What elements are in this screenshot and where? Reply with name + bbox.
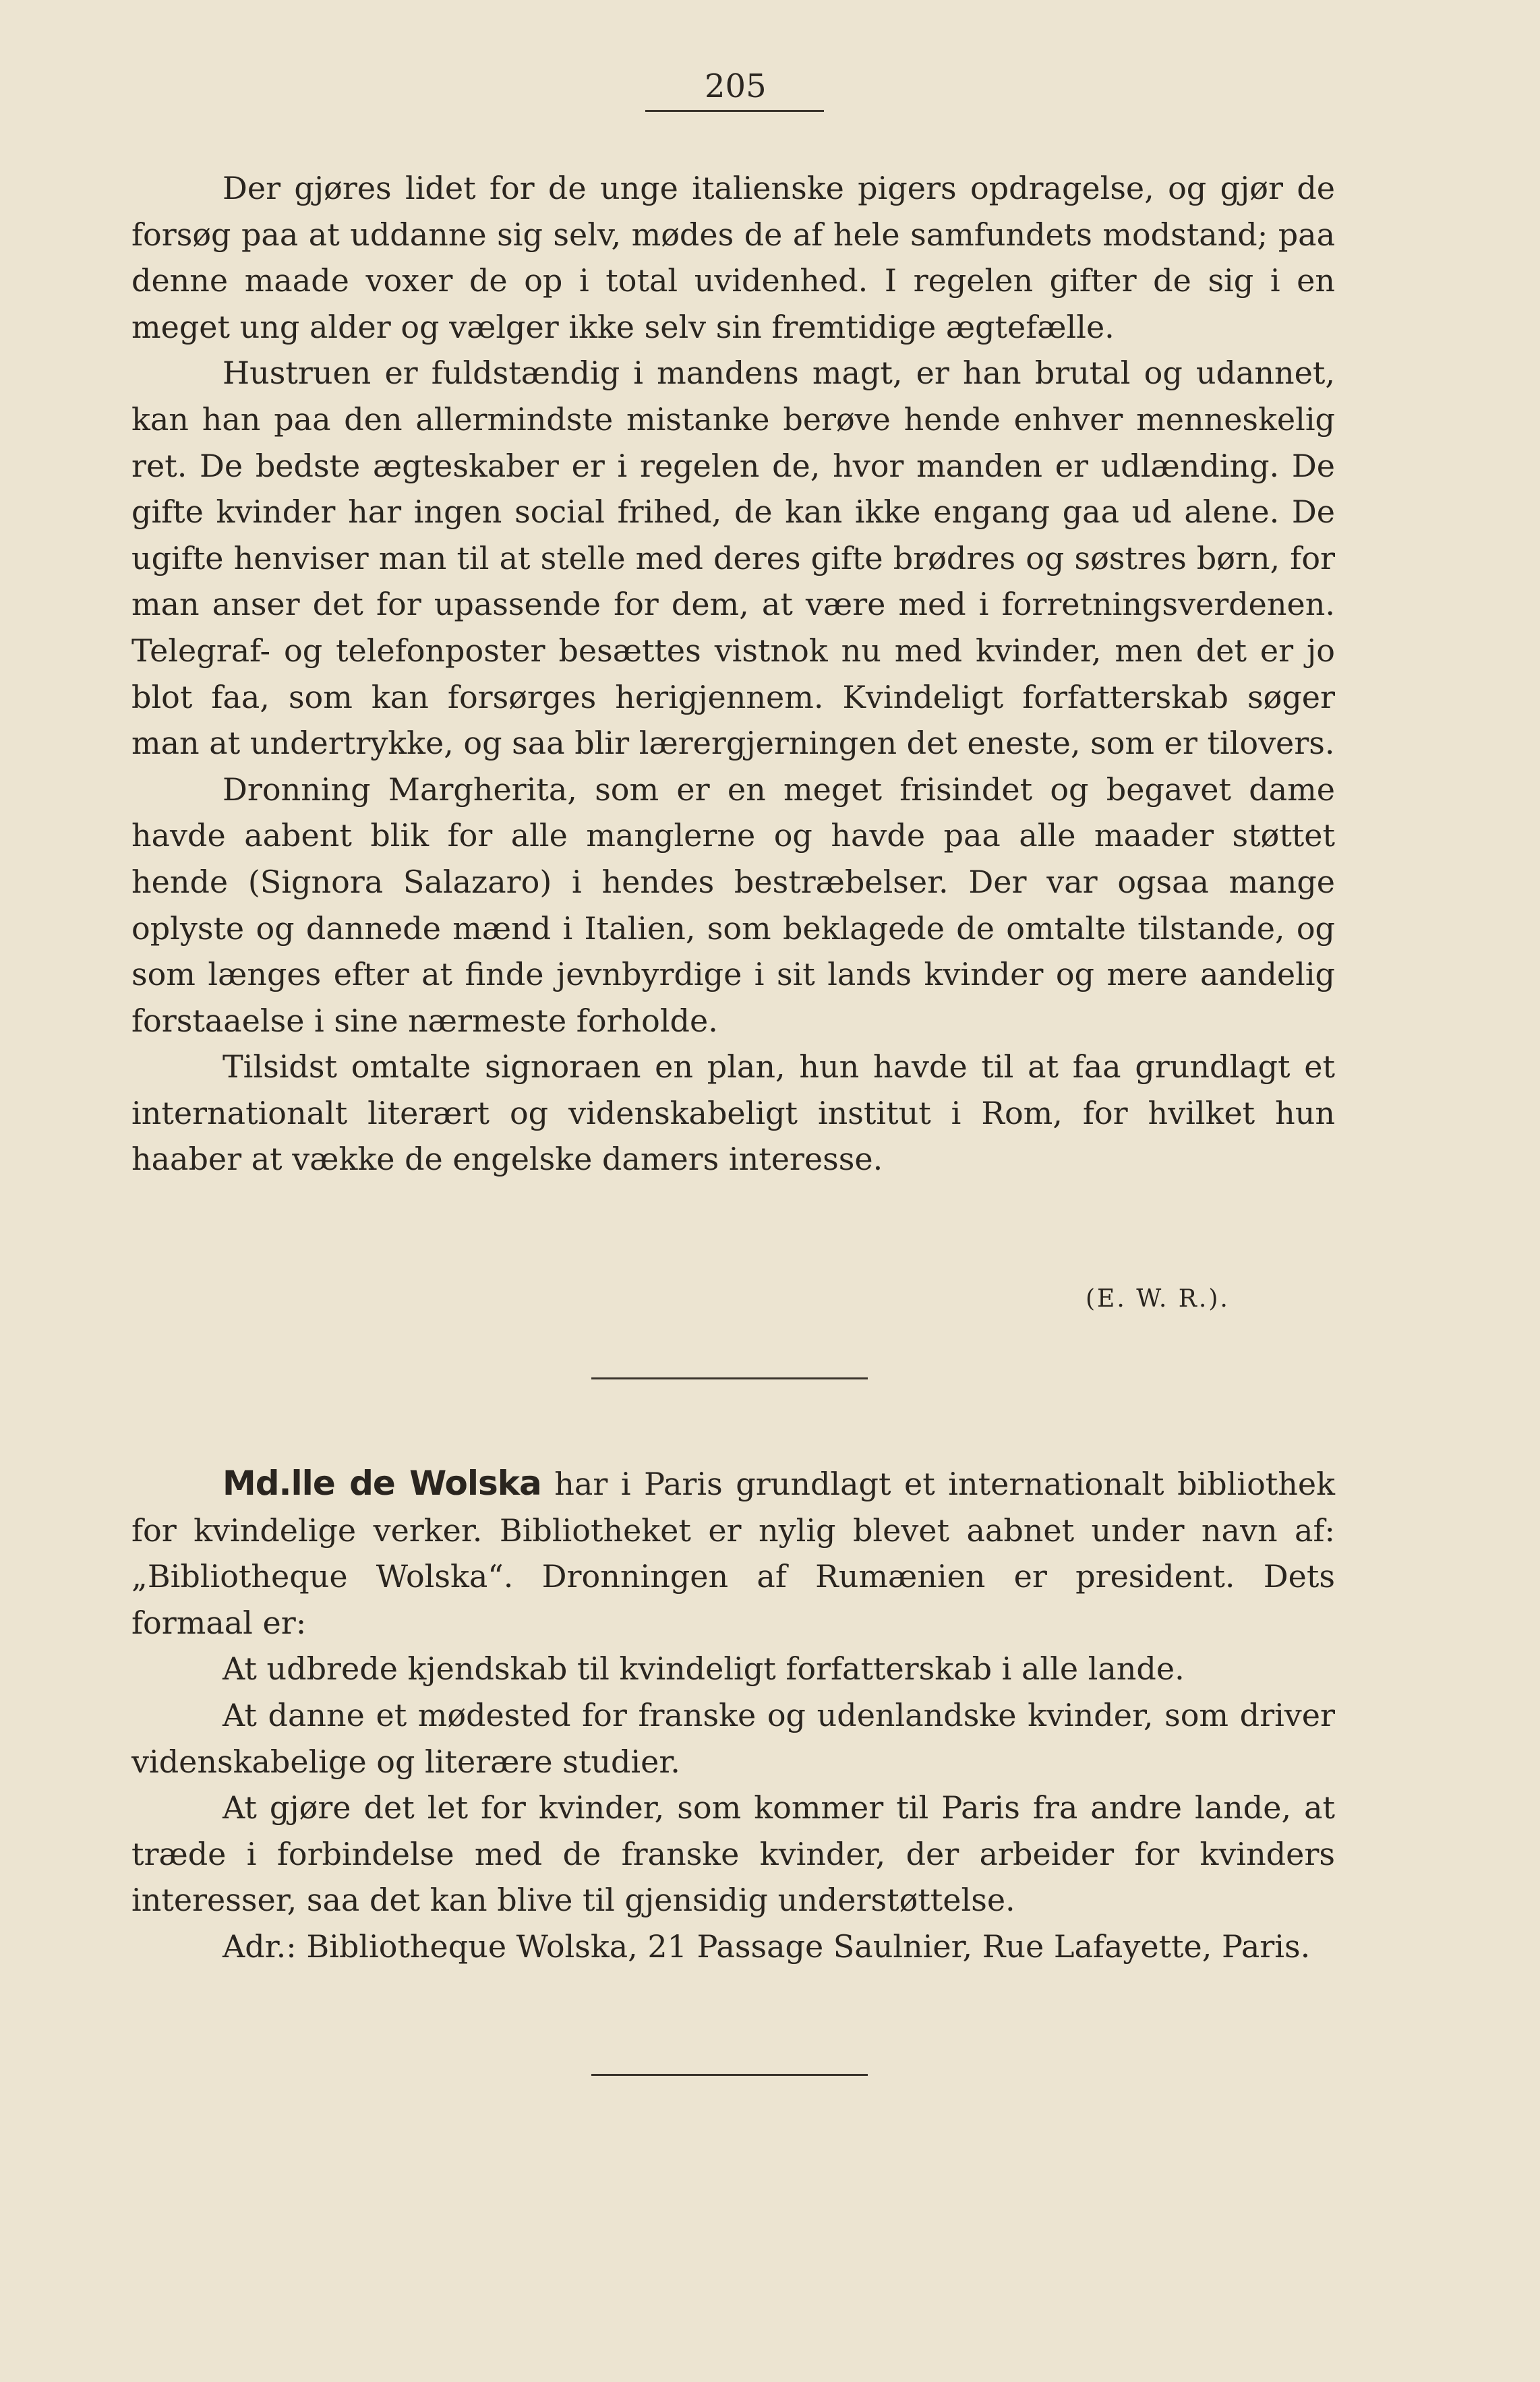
- article2-intro-text: har i Paris grundlagt et internationalt bibliothek for kvindelige verker. Bibliotheket er nylig blevet aabnet under navn af: „Bibliotheque Wolska“. Dronningen af Rumænien er president. Dets formaal er:: [131, 1466, 1335, 1641]
- page-number: 205: [705, 67, 767, 105]
- header-rule: [645, 110, 824, 112]
- footer-separator: [591, 2074, 868, 2076]
- article2-paragraph-2: At udbrede kjendskab til kvindeligt forfatterskab i alle lande.: [223, 1650, 1185, 1688]
- article1-paragraph-4: Tilsidst omtalte signoraen en plan, hun havde til at faa grundlagt et internationalt literært og videnskabeligt institut i Rom, for hvilket hun haaber at vække de engelske damers interesse.: [131, 1048, 1335, 1178]
- section-separator: [591, 1377, 868, 1379]
- article1-paragraph-3: Dronning Margherita, som er en meget frisindet og begavet dame havde aabent blik for alle manglerne og havde paa alle maader støttet hende (Signora Salazaro) i hendes bestræbelser. Der var ogsaa mange oplyste og dannede mænd i Italien, som beklagede de omtalte tilstande, og som længes efter at finde jevnbyrdige i sit lands kvinder og mere aandelig forstaaelse i sine nærmeste forholde.: [131, 771, 1335, 1039]
- article2-lead-name: Md.lle de Wolska: [223, 1464, 541, 1503]
- article2-paragraph-4: At gjøre det let for kvinder, som kommer til Paris fra andre lande, at træde i forbindelse med de franske kvinder, der arbeider for kvinders interesser, saa det kan blive til gjensidig understøttelse.: [131, 1789, 1335, 1919]
- article1-paragraph-1: Der gjøres lidet for de unge italienske pigers opdragelse, og gjør de forsøg paa at uddanne sig selv, mødes de af hele samfundets modstand; paa denne maade voxer de op i total uvidenhed. I regelen gifter de sig i en meget ung alder og vælger ikke selv sin fremtidige ægtefælle.: [131, 170, 1335, 345]
- article2-paragraph-1: [131, 1460, 1335, 1646]
- article2-paragraph-3: At danne et mødested for franske og udenlandske kvinder, som driver videnskabelige og literære studier.: [131, 1696, 1335, 1780]
- article1-signature: (E. W. R.).: [1086, 1285, 1230, 1313]
- article-bibliotheque-wolska: [131, 1460, 1335, 1970]
- article1-paragraph-2: Hustruen er fuldstændig i mandens magt, er han brutal og udannet, kan han paa den allermindste mistanke berøve hende enhver menneskelig ret. De bedste ægteskaber er i regelen de, hvor manden er udlænding. De gifte kvinder har ingen social frihed, de kan ikke engang gaa ud alene. De ugifte henviser man til at stelle med deres gifte brødres og søstres børn, for man anser det for upassende for dem, at være med i forretningsverdenen. Telegraf- og telefonposter besættes vistnok nu med kvinder, men det er jo blot faa, som kan forsørges herigjennem. Kvindeligt forfatterskab søger man at undertrykke, og saa blir lærergjerningen det eneste, som er tilovers.: [131, 355, 1335, 762]
- article2-paragraph-5: Adr.: Bibliotheque Wolska, 21 Passage Saulnier, Rue Lafayette, Paris.: [223, 1928, 1311, 1965]
- article-italian-women: [131, 165, 1335, 1183]
